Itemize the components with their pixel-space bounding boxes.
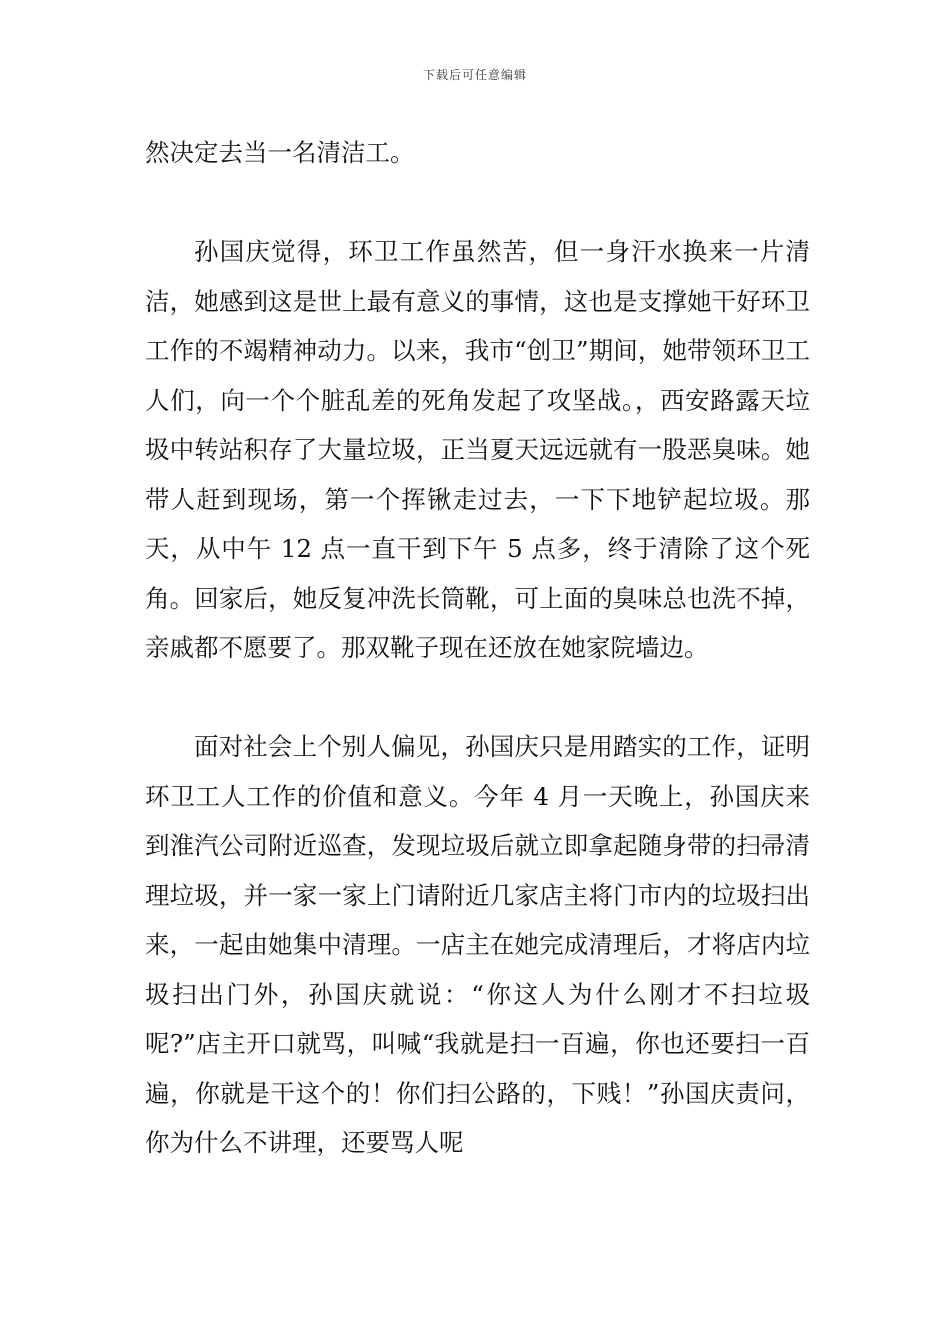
page-header-note: 下载后可任意编辑 [422, 68, 527, 82]
paragraph-sanitation-work: 孙国庆觉得，环卫工作虽然苦，但一身汗水换来一片清洁，她感到这是世上最有意义的事情，这也是支撑她干好环卫工作的不竭精神动力。以来，我市“创卫”期间，她带领环卫工人们，向一个个脏乱差的死角发起了攻坚战。，西安路露天垃圾中转站积存了大量垃圾，正当夏天远远就有一股恶臭味。她带人赶到现场，第一个挥锹走过去，一下下地铲起垃圾。那天，从中午 12 点一直干到下午 5 点多，终于清除了这个死角。回家后，她反复冲洗长筒靴，可上面的臭味总也洗不掉，亲戚都不愿要了。那双靴子现在还放在她家院墙边。 [145, 237, 810, 662]
paragraph-continuation: 然决定去当一名清洁工。 [145, 138, 415, 167]
document-body [145, 128, 810, 1217]
paragraph-facing-prejudice: 面对社会上个别人偏见，孙国庆只是用踏实的工作，证明环卫工人工作的价值和意义。今年 4 月一天晚上，孙国庆来到淮汽公司附近巡查，发现垃圾后就立即拿起随身带的扫帚清理垃圾，并一家一家上门请附近几家店主将门市内的垃圾扫出来，一起由她集中清理。一店主在她完成清理后，才将店内垃圾扫出门外，孙国庆就说：“你这人为什么刚才不扫垃圾呢?”店主开口就骂，叫喊“我就是扫一百遍，你也还要扫一百遍，你就是干这个的！你们扫公路的，下贱！”孙国庆责问，你为什么不讲理，还要骂人呢 [145, 732, 810, 1157]
